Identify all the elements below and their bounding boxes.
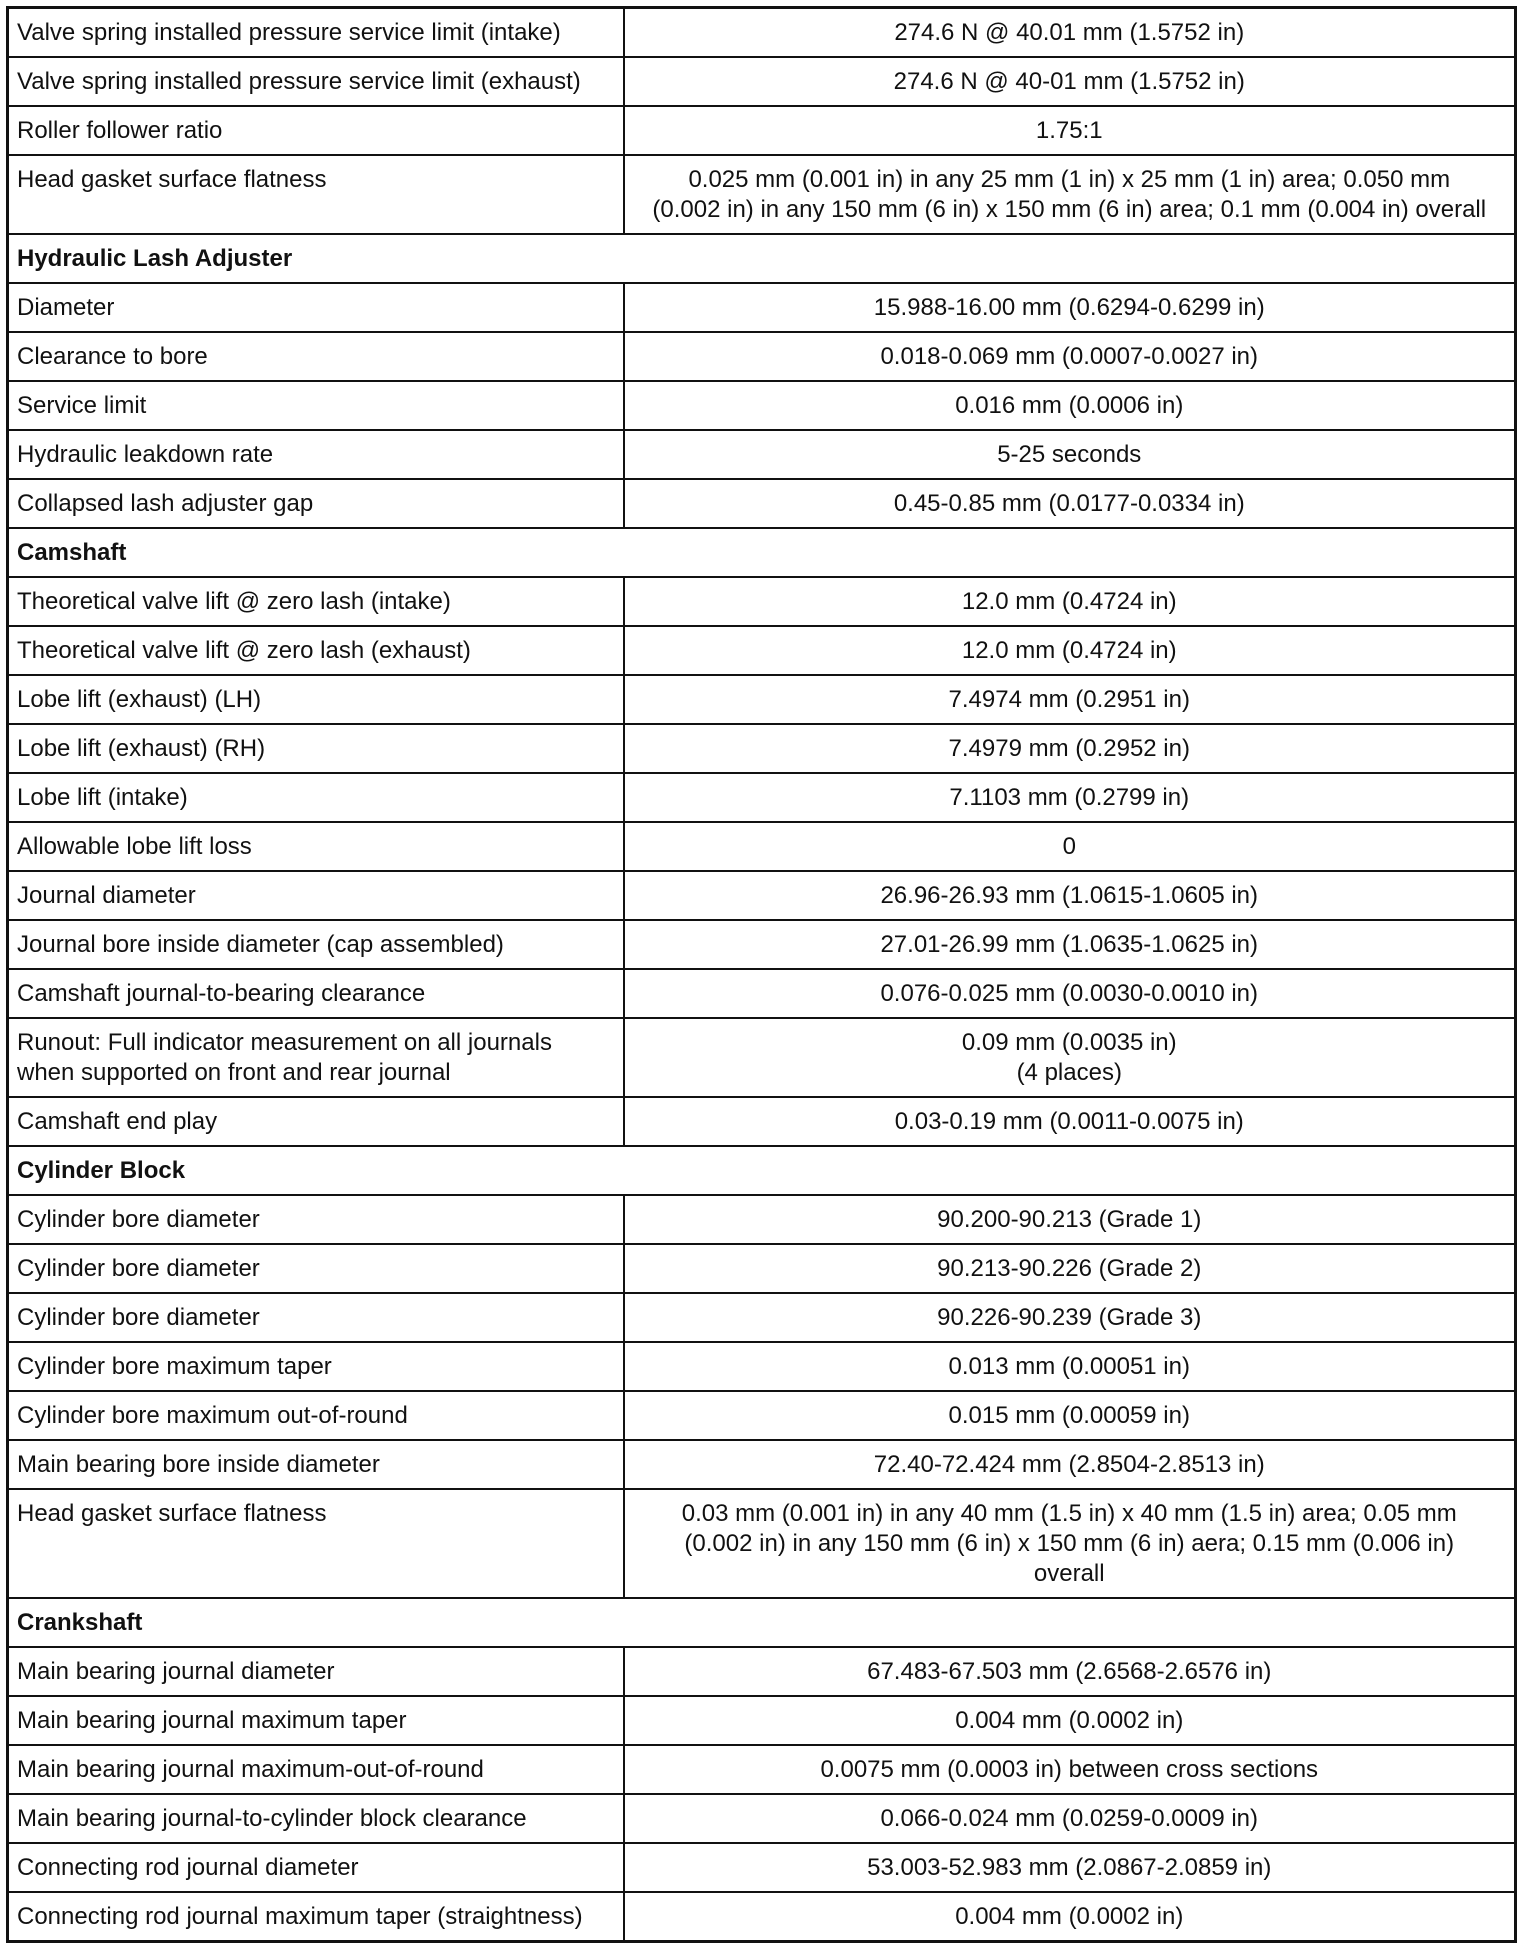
value-text: 7.1103 mm (0.2799 in) bbox=[949, 784, 1190, 811]
spec-row bbox=[8, 1696, 1516, 1745]
parameter-cell bbox=[8, 57, 624, 106]
parameter-cell bbox=[8, 1293, 624, 1342]
spec-row bbox=[8, 822, 1516, 871]
parameter-cell bbox=[8, 106, 624, 155]
value-text: 1.75:1 bbox=[1035, 117, 1103, 144]
spec-row bbox=[8, 1195, 1516, 1244]
value-cell bbox=[624, 381, 1516, 430]
parameter-text: Camshaft journal-to-bearing clearance bbox=[17, 980, 426, 1007]
value-text: 0.013 mm (0.00051 in) bbox=[948, 1353, 1190, 1380]
spec-row bbox=[8, 675, 1516, 724]
spec-row bbox=[8, 283, 1516, 332]
parameter-cell bbox=[8, 822, 624, 871]
value-cell bbox=[624, 8, 1516, 58]
value-cell bbox=[624, 626, 1516, 675]
spec-row bbox=[8, 773, 1516, 822]
spec-row bbox=[8, 155, 1516, 234]
value-cell bbox=[624, 1244, 1516, 1293]
value-text: 0.016 mm (0.0006 in) bbox=[955, 392, 1184, 419]
value-cell bbox=[624, 1843, 1516, 1892]
section-title: Cylinder Block bbox=[8, 1146, 1516, 1195]
parameter-text: Lobe lift (exhaust) (LH) bbox=[17, 686, 262, 713]
value-cell bbox=[624, 1745, 1516, 1794]
parameter-cell bbox=[8, 1843, 624, 1892]
value-text: 0.015 mm (0.00059 in) bbox=[948, 1402, 1190, 1429]
parameter-cell bbox=[8, 155, 624, 234]
parameter-text: Cylinder bore maximum out-of-round bbox=[17, 1402, 408, 1429]
value-text: 12.0 mm (0.4724 in) bbox=[961, 588, 1177, 615]
parameter-cell bbox=[8, 773, 624, 822]
section-title: Camshaft bbox=[8, 528, 1516, 577]
parameter-text: Main bearing bore inside diameter bbox=[17, 1451, 380, 1478]
parameter-cell bbox=[8, 1489, 624, 1598]
parameter-cell bbox=[8, 1696, 624, 1745]
value-text: 0 bbox=[1062, 833, 1076, 860]
parameter-cell bbox=[8, 675, 624, 724]
value-cell bbox=[624, 1794, 1516, 1843]
parameter-cell bbox=[8, 1244, 624, 1293]
parameter-text: when supported on front and rear journal bbox=[17, 1059, 451, 1086]
value-cell bbox=[624, 1342, 1516, 1391]
value-text: 0.09 mm (0.0035 in) bbox=[961, 1029, 1177, 1056]
parameter-text: Collapsed lash adjuster gap bbox=[17, 490, 314, 517]
spec-page bbox=[6, 6, 1514, 1943]
parameter-text: Roller follower ratio bbox=[17, 117, 223, 144]
value-cell bbox=[624, 577, 1516, 626]
spec-row bbox=[8, 1489, 1516, 1598]
spec-row bbox=[8, 577, 1516, 626]
parameter-text: Theoretical valve lift @ zero lash (exhaust) bbox=[17, 637, 471, 664]
value-cell bbox=[624, 1892, 1516, 1942]
spec-row bbox=[8, 724, 1516, 773]
parameter-cell bbox=[8, 1018, 624, 1097]
value-cell bbox=[624, 1440, 1516, 1489]
value-text: 0.03 mm (0.001 in) in any 40 mm (1.5 in) x 40 mm (1.5 in) area; 0.05 mm bbox=[681, 1500, 1457, 1527]
parameter-text: Connecting rod journal maximum taper (straightness) bbox=[17, 1903, 583, 1930]
parameter-cell bbox=[8, 381, 624, 430]
parameter-cell bbox=[8, 430, 624, 479]
spec-row bbox=[8, 1244, 1516, 1293]
value-text: 27.01-26.99 mm (1.0635-1.0625 in) bbox=[880, 931, 1259, 958]
spec-row bbox=[8, 1794, 1516, 1843]
value-cell bbox=[624, 106, 1516, 155]
section-header-row bbox=[8, 234, 1516, 283]
value-text: 274.6 N @ 40.01 mm (1.5752 in) bbox=[894, 19, 1245, 46]
value-text: 0.0075 mm (0.0003 in) between cross sections bbox=[820, 1756, 1319, 1783]
parameter-text: Main bearing journal maximum taper bbox=[17, 1707, 407, 1734]
spec-row bbox=[8, 871, 1516, 920]
section-title: Crankshaft bbox=[8, 1598, 1516, 1647]
spec-row bbox=[8, 106, 1516, 155]
parameter-text: Hydraulic leakdown rate bbox=[17, 441, 274, 468]
specification-table bbox=[6, 6, 1517, 1943]
value-cell bbox=[624, 773, 1516, 822]
parameter-text: Cylinder bore diameter bbox=[17, 1255, 260, 1282]
parameter-text: Allowable lobe lift loss bbox=[17, 833, 252, 860]
section-title: Hydraulic Lash Adjuster bbox=[8, 234, 1516, 283]
value-cell bbox=[624, 1293, 1516, 1342]
spec-row bbox=[8, 332, 1516, 381]
value-cell bbox=[624, 724, 1516, 773]
parameter-text: Valve spring installed pressure service limit (exhaust) bbox=[17, 68, 581, 95]
value-cell bbox=[624, 479, 1516, 528]
value-text: 15.988-16.00 mm (0.6294-0.6299 in) bbox=[873, 294, 1265, 321]
parameter-cell bbox=[8, 626, 624, 675]
value-cell bbox=[624, 1391, 1516, 1440]
parameter-text: Runout: Full indicator measurement on all journals bbox=[17, 1029, 552, 1056]
spec-row bbox=[8, 920, 1516, 969]
value-cell bbox=[624, 1647, 1516, 1696]
value-text: 72.40-72.424 mm (2.8504-2.8513 in) bbox=[873, 1451, 1265, 1478]
parameter-cell bbox=[8, 1794, 624, 1843]
value-text: 26.96-26.93 mm (1.0615-1.0605 in) bbox=[880, 882, 1259, 909]
value-text: 0.076-0.025 mm (0.0030-0.0010 in) bbox=[880, 980, 1259, 1007]
value-text: 0.025 mm (0.001 in) in any 25 mm (1 in) x 25 mm (1 in) area; 0.050 mm bbox=[688, 166, 1451, 193]
parameter-cell bbox=[8, 1892, 624, 1942]
spec-row bbox=[8, 1293, 1516, 1342]
parameter-cell bbox=[8, 577, 624, 626]
spec-row bbox=[8, 626, 1516, 675]
spec-row bbox=[8, 1018, 1516, 1097]
spec-row bbox=[8, 1843, 1516, 1892]
parameter-text: Theoretical valve lift @ zero lash (intake) bbox=[17, 588, 451, 615]
value-text: 274.6 N @ 40-01 mm (1.5752 in) bbox=[893, 68, 1245, 95]
spec-row bbox=[8, 1745, 1516, 1794]
value-text: 0.004 mm (0.0002 in) bbox=[955, 1707, 1184, 1734]
value-text: 90.226-90.239 (Grade 3) bbox=[937, 1304, 1202, 1331]
value-text: 0.066-0.024 mm (0.0259-0.0009 in) bbox=[880, 1805, 1259, 1832]
parameter-cell bbox=[8, 479, 624, 528]
value-cell bbox=[624, 1195, 1516, 1244]
value-text: 7.4974 mm (0.2951 in) bbox=[948, 686, 1190, 713]
parameter-text: Head gasket surface flatness bbox=[17, 166, 327, 193]
value-text: 67.483-67.503 mm (2.6568-2.6576 in) bbox=[867, 1658, 1272, 1685]
parameter-cell bbox=[8, 1195, 624, 1244]
value-cell bbox=[624, 822, 1516, 871]
parameter-cell bbox=[8, 332, 624, 381]
value-text: 5-25 seconds bbox=[997, 441, 1142, 468]
value-cell bbox=[624, 1489, 1516, 1598]
parameter-text: Valve spring installed pressure service limit (intake) bbox=[17, 19, 561, 46]
spec-row bbox=[8, 381, 1516, 430]
value-text: (4 places) bbox=[1016, 1059, 1122, 1086]
value-text: 0.03-0.19 mm (0.0011-0.0075 in) bbox=[894, 1108, 1244, 1135]
value-text: 90.200-90.213 (Grade 1) bbox=[937, 1206, 1202, 1233]
spec-row bbox=[8, 1342, 1516, 1391]
parameter-cell bbox=[8, 1342, 624, 1391]
value-text: 7.4979 mm (0.2952 in) bbox=[948, 735, 1190, 762]
value-text: 0.018-0.069 mm (0.0007-0.0027 in) bbox=[880, 343, 1259, 370]
value-text: 12.0 mm (0.4724 in) bbox=[961, 637, 1177, 664]
parameter-cell bbox=[8, 871, 624, 920]
value-text: (0.002 in) in any 150 mm (6 in) x 150 mm (6 in) area; 0.1 mm (0.004 in) overall bbox=[652, 196, 1487, 223]
parameter-text: Journal diameter bbox=[17, 882, 196, 909]
parameter-text: Cylinder bore diameter bbox=[17, 1206, 260, 1233]
spec-row bbox=[8, 430, 1516, 479]
value-cell bbox=[624, 332, 1516, 381]
spec-row bbox=[8, 1647, 1516, 1696]
spec-row bbox=[8, 8, 1516, 58]
parameter-text: Cylinder bore diameter bbox=[17, 1304, 260, 1331]
parameter-text: Head gasket surface flatness bbox=[17, 1500, 327, 1527]
value-cell bbox=[624, 1696, 1516, 1745]
spec-row bbox=[8, 479, 1516, 528]
value-text: 90.213-90.226 (Grade 2) bbox=[937, 1255, 1202, 1282]
parameter-text: Service limit bbox=[17, 392, 147, 419]
parameter-cell bbox=[8, 1391, 624, 1440]
value-cell bbox=[624, 155, 1516, 234]
section-header-row bbox=[8, 528, 1516, 577]
value-cell bbox=[624, 920, 1516, 969]
section-header-row bbox=[8, 1598, 1516, 1647]
value-cell bbox=[624, 430, 1516, 479]
parameter-text: Clearance to bore bbox=[17, 343, 208, 370]
parameter-cell bbox=[8, 920, 624, 969]
parameter-text: Lobe lift (exhaust) (RH) bbox=[17, 735, 266, 762]
value-text: 0.45-0.85 mm (0.0177-0.0334 in) bbox=[893, 490, 1245, 517]
spec-row bbox=[8, 57, 1516, 106]
parameter-cell bbox=[8, 1745, 624, 1794]
parameter-cell bbox=[8, 1440, 624, 1489]
parameter-cell bbox=[8, 1097, 624, 1146]
value-cell bbox=[624, 675, 1516, 724]
parameter-cell bbox=[8, 283, 624, 332]
parameter-text: Cylinder bore maximum taper bbox=[17, 1353, 332, 1380]
value-text: 0.004 mm (0.0002 in) bbox=[955, 1903, 1184, 1930]
parameter-cell bbox=[8, 969, 624, 1018]
spec-row bbox=[8, 1892, 1516, 1942]
value-text: overall bbox=[1033, 1560, 1105, 1587]
spec-row bbox=[8, 1391, 1516, 1440]
parameter-text: Diameter bbox=[17, 294, 115, 321]
section-header-row bbox=[8, 1146, 1516, 1195]
spec-row bbox=[8, 1097, 1516, 1146]
parameter-text: Lobe lift (intake) bbox=[17, 784, 188, 811]
parameter-text: Main bearing journal-to-cylinder block clearance bbox=[17, 1805, 527, 1832]
parameter-text: Main bearing journal diameter bbox=[17, 1658, 335, 1685]
parameter-cell bbox=[8, 1647, 624, 1696]
value-cell bbox=[624, 57, 1516, 106]
parameter-cell bbox=[8, 8, 624, 58]
parameter-text: Main bearing journal maximum-out-of-round bbox=[17, 1756, 484, 1783]
parameter-text: Connecting rod journal diameter bbox=[17, 1854, 359, 1881]
value-text: 53.003-52.983 mm (2.0867-2.0859 in) bbox=[867, 1854, 1272, 1881]
value-cell bbox=[624, 969, 1516, 1018]
value-cell bbox=[624, 1097, 1516, 1146]
parameter-text: Journal bore inside diameter (cap assembled) bbox=[17, 931, 504, 958]
value-cell bbox=[624, 1018, 1516, 1097]
specification-table-body bbox=[8, 8, 1516, 1942]
value-cell bbox=[624, 871, 1516, 920]
spec-row bbox=[8, 1440, 1516, 1489]
spec-row bbox=[8, 969, 1516, 1018]
parameter-text: Camshaft end play bbox=[17, 1108, 218, 1135]
parameter-cell bbox=[8, 724, 624, 773]
value-text: (0.002 in) in any 150 mm (6 in) x 150 mm (6 in) aera; 0.15 mm (0.006 in) bbox=[684, 1530, 1455, 1557]
value-cell bbox=[624, 283, 1516, 332]
